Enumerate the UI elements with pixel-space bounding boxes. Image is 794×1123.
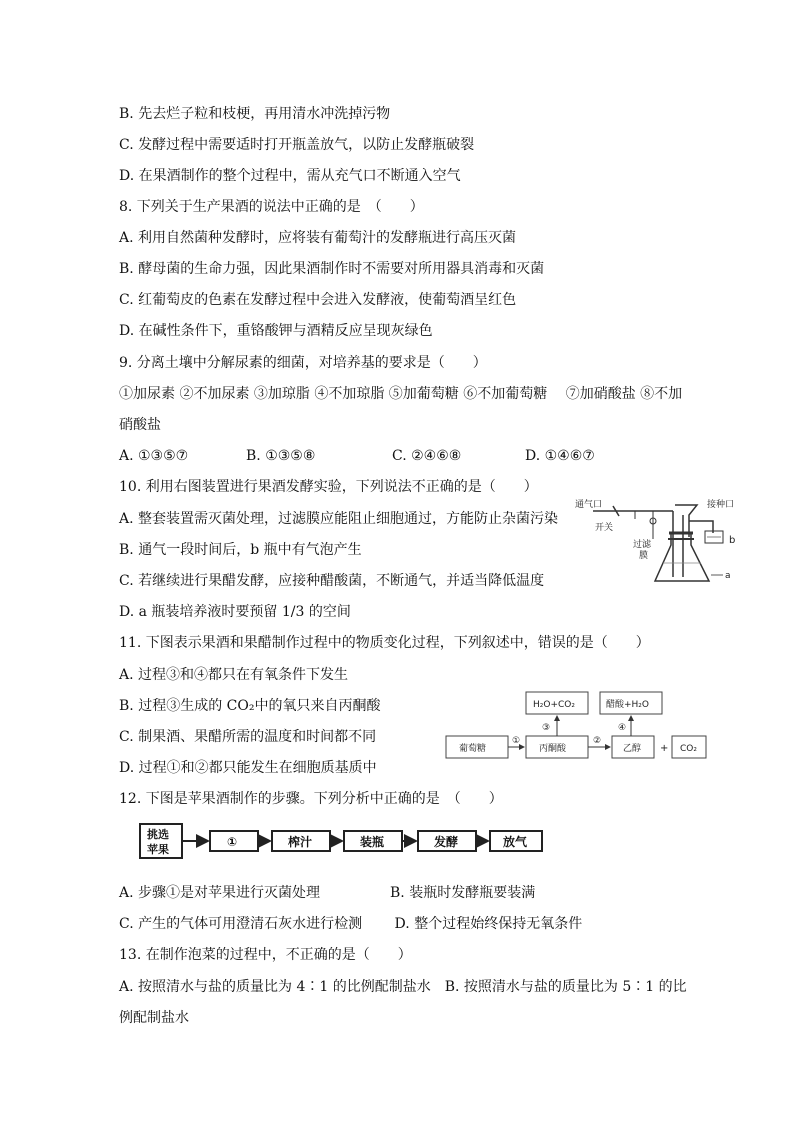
q9-stem: 9. 分离土壤中分解尿素的细菌，对培养基的要求是（ ） <box>119 355 487 371</box>
pathway-step-3: ③ <box>542 723 551 733</box>
q12-stem: 12. 下图是苹果酒制作的步骤。下列分析中正确的是 （ ） <box>119 791 503 807</box>
flow-step-select-2: 苹果 <box>147 843 169 856</box>
label-filter: 过滤 <box>633 540 652 550</box>
pathway-step-4: ④ <box>618 723 627 733</box>
label-bottle-a: a <box>725 571 731 581</box>
q9-answer-c: C. ②④⑥⑧ <box>392 448 462 464</box>
flow-step-select-1: 挑选 <box>147 828 169 841</box>
fermentation-apparatus-figure <box>575 497 780 589</box>
q12-options-cd: C. 产生的气体可用澄清石灰水进行检测 D. 整个过程始终保持无氧条件 <box>119 916 583 932</box>
q9-answer-b: B. ①③⑤⑧ <box>246 448 316 464</box>
q7-option-c: C. 发酵过程中需要适时打开瓶盖放气，以防止发酵瓶破裂 <box>119 137 475 153</box>
q8-option-b: B. 酵母菌的生命力强，因此果酒制作时不需要对所用器具消毒和灭菌 <box>119 261 545 277</box>
metabolic-pathway-diagram <box>440 686 710 778</box>
label-inoculation-port: 接种口 <box>707 500 735 510</box>
q11-option-b: B. 过程③生成的 CO₂中的氧只来自丙酮酸 <box>119 698 381 714</box>
q13-option-b-cont: 例配制盐水 <box>119 1010 189 1026</box>
flow-step-ferment: 发酵 <box>434 835 459 849</box>
pathway-h2o-co2: H₂O+CO₂ <box>533 700 575 710</box>
flow-step-bottle: 装瓶 <box>360 835 385 849</box>
pathway-glucose: 葡萄糖 <box>459 744 487 754</box>
q9-answer-a: A. ①③⑤⑦ <box>119 448 189 464</box>
pathway-step-1: ① <box>512 736 521 746</box>
q7-option-b: B. 先去烂子粒和枝梗，再用清水冲洗掉污物 <box>119 106 391 122</box>
q8-stem: 8. 下列关于生产果酒的说法中正确的是 （ ） <box>119 199 424 215</box>
label-switch: 开关 <box>595 523 614 533</box>
q7-option-d: D. 在果酒制作的整个过程中，需从充气口不断通入空气 <box>119 168 461 184</box>
q12-options-ab: A. 步骤①是对苹果进行灭菌处理 B. 装瓶时发酵瓶要装满 <box>119 885 536 901</box>
label-air-inlet: 通气口 <box>575 500 603 510</box>
q10-option-d: D. a 瓶装培养液时要预留 1/3 的空间 <box>119 604 351 620</box>
label-membrane: 膜 <box>639 551 649 561</box>
q11-option-c: C. 制果酒、果醋所需的温度和时间都不同 <box>119 729 377 745</box>
q11-option-d: D. 过程①和②都只能发生在细胞质基质中 <box>119 760 377 776</box>
pathway-plus: + <box>660 743 669 754</box>
pathway-ethanol: 乙醇 <box>623 744 642 754</box>
pathway-step-2: ② <box>593 736 602 746</box>
pathway-pyruvate: 丙酮酸 <box>539 744 567 754</box>
q11-stem: 11. 下图表示果酒和果醋制作过程中的物质变化过程，下列叙述中，错误的是（ ） <box>119 635 650 651</box>
q9-conditions: ①加尿素 ②不加尿素 ③加琼脂 ④不加琼脂 ⑤加葡萄糖 ⑥不加葡萄糖 ⑦加硝酸盐 ⑧不加 <box>119 386 683 402</box>
q11-option-a: A. 过程③和④都只在有氧条件下发生 <box>119 667 349 683</box>
q8-option-a: A. 利用自然菌种发酵时，应将装有葡萄汁的发酵瓶进行高压灭菌 <box>119 230 517 246</box>
pathway-acetic-h2o: 醋酸+H₂O <box>606 700 650 710</box>
q8-option-c: C. 红葡萄皮的色素在发酵过程中会进入发酵液，使葡萄酒呈红色 <box>119 292 517 308</box>
label-bottle-b: b <box>729 535 736 546</box>
q10-option-c: C. 若继续进行果醋发酵，应接种醋酸菌，不断通气，并适当降低温度 <box>119 573 545 589</box>
apple-wine-flow-diagram <box>138 822 543 862</box>
q10-option-a: A. 整套装置需灭菌处理，过滤膜应能阻止细胞通过，方能防止杂菌污染 <box>119 511 559 527</box>
flow-step-1: ① <box>227 835 238 849</box>
q8-option-d: D. 在碱性条件下，重铬酸钾与酒精反应呈现灰绿色 <box>119 323 433 339</box>
q10-option-b: B. 通气一段时间后，b 瓶中有气泡产生 <box>119 542 362 558</box>
q13-stem: 13. 在制作泡菜的过程中，不正确的是（ ） <box>119 947 412 963</box>
pathway-co2: CO₂ <box>680 744 697 754</box>
flow-step-vent: 放气 <box>503 835 528 849</box>
q13-options-ab: A. 按照清水与盐的质量比为 4∶1 的比例配制盐水 B. 按照清水与盐的质量比为 5∶1 的比 <box>119 979 687 995</box>
q9-conditions-cont: 硝酸盐 <box>119 417 161 433</box>
flow-step-juice: 榨汁 <box>288 835 313 849</box>
q10-stem: 10. 利用右图装置进行果酒发酵实验，下列说法不正确的是（ ） <box>119 479 538 495</box>
q9-answer-d: D. ①④⑥⑦ <box>525 448 595 464</box>
